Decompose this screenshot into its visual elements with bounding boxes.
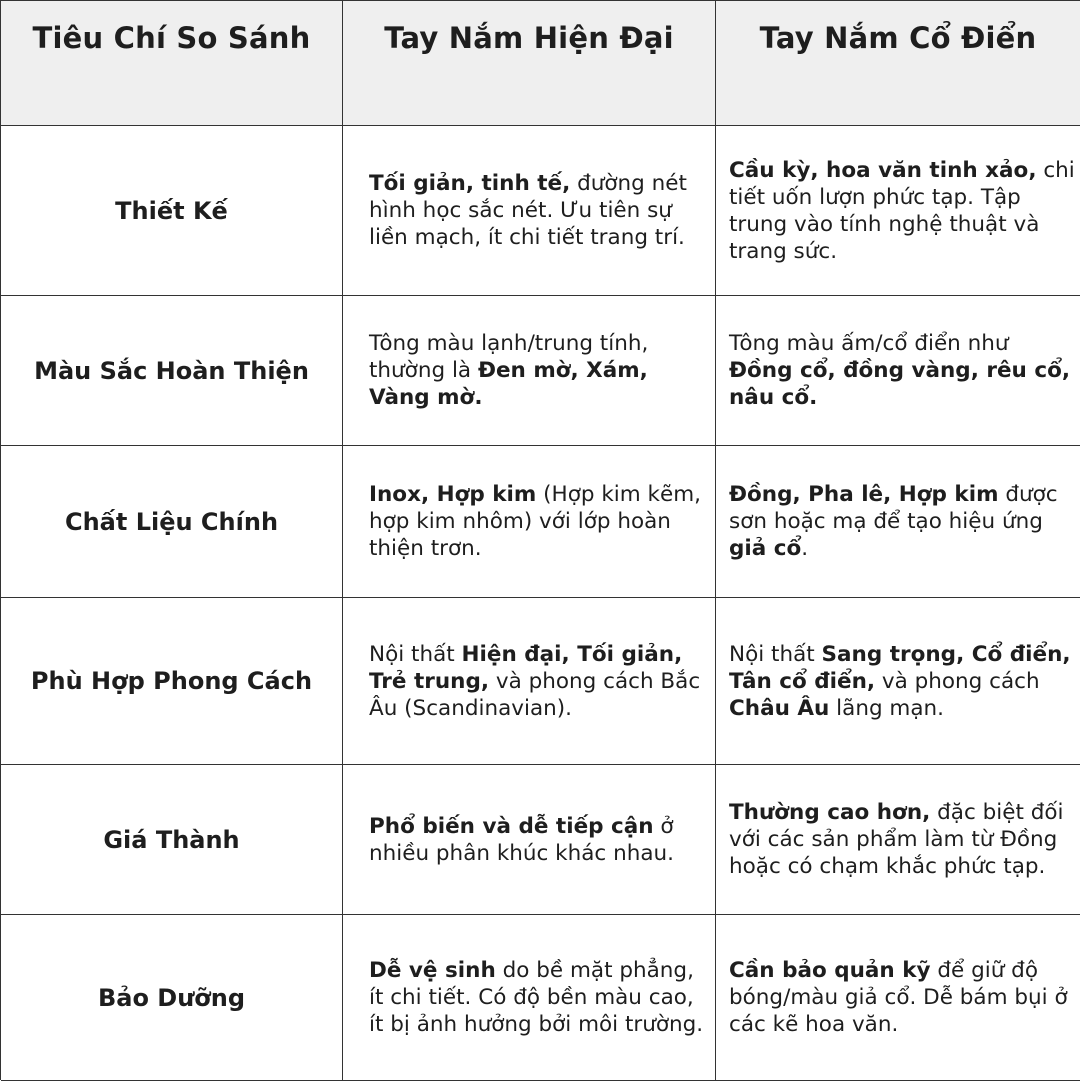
row-criterion-style xyxy=(1,598,343,765)
row-modern-design xyxy=(343,126,716,296)
bold-text-segment: Phổ biến và dễ tiếp cận xyxy=(369,813,654,839)
classic-description xyxy=(729,799,1076,880)
row-criterion-price xyxy=(1,765,343,915)
row-classic-material xyxy=(716,446,1080,598)
text-segment: lãng mạn. xyxy=(829,695,945,721)
bold-text-segment: Thường cao hơn, xyxy=(729,800,931,825)
text-segment: ở nhiều phân khúc khác nhau. xyxy=(369,813,674,866)
header-criteria-label: Tiêu Chí So Sánh xyxy=(32,21,311,55)
classic-description xyxy=(729,641,1076,722)
row-modern-maintenance xyxy=(343,915,716,1081)
text-segment: để giữ độ bóng/màu giả cổ. Dễ bám bụi ở các kẽ hoa văn. xyxy=(729,958,1068,1037)
modern-description xyxy=(369,330,709,411)
text-segment: và phong cách xyxy=(875,668,1040,694)
text-segment: Nội thất xyxy=(729,641,822,667)
header-classic-label: Tay Nắm Cổ Điển xyxy=(759,21,1037,55)
criterion-label: Màu Sắc Hoàn Thiện xyxy=(34,356,309,385)
bold-text-segment: Đồng, Pha lê, Hợp kim xyxy=(729,482,999,507)
row-classic-style xyxy=(716,598,1080,765)
header-criteria xyxy=(1,1,343,126)
row-classic-finish-color xyxy=(716,296,1080,446)
bold-text-segment: Đồng cổ, đồng vàng, rêu cổ, nâu cổ. xyxy=(729,358,1071,410)
text-segment: chi tiết uốn lượn phức tạp. Tập trung vào tính nghệ thuật và trang sức. xyxy=(729,157,1075,264)
bold-text-segment: Tối giản, tinh tế, xyxy=(369,171,571,196)
modern-description xyxy=(369,813,709,867)
bold-text-segment: Inox, Hợp kim xyxy=(369,482,537,507)
classic-description xyxy=(729,481,1076,562)
row-criterion-maintenance xyxy=(1,915,343,1081)
classic-description xyxy=(729,157,1076,265)
modern-description xyxy=(369,957,709,1038)
criterion-label: Thiết Kế xyxy=(115,196,228,225)
criterion-label: Bảo Dưỡng xyxy=(97,983,246,1012)
classic-description xyxy=(729,330,1076,411)
modern-description xyxy=(369,170,709,251)
header-classic xyxy=(716,1,1080,126)
text-segment: Nội thất xyxy=(369,641,462,667)
bold-text-segment: Cầu kỳ, hoa văn tinh xảo, xyxy=(729,157,1037,183)
text-segment: Tông màu lạnh/trung tính, thường là xyxy=(369,331,649,383)
bold-text-segment: Đen mờ, Xám, Vàng mờ. xyxy=(369,358,648,410)
bold-text-segment: Hiện đại, Tối giản, Trẻ trung, xyxy=(369,641,683,694)
criterion-label: Chất Liệu Chính xyxy=(64,507,279,536)
text-segment: đường nét hình học sắc nét. Ưu tiên sự liền mạch, ít chi tiết trang trí. xyxy=(369,171,687,250)
row-classic-price xyxy=(716,765,1080,915)
row-criterion-design xyxy=(1,126,343,296)
bold-text-segment: Dễ vệ sinh xyxy=(369,958,496,983)
text-segment: (Hợp kim kẽm, hợp kim nhôm) với lớp hoàn thiện trơn. xyxy=(369,482,701,561)
row-modern-style xyxy=(343,598,716,765)
text-segment: . xyxy=(801,536,809,561)
row-classic-maintenance xyxy=(716,915,1080,1081)
row-criterion-material xyxy=(1,446,343,598)
classic-description xyxy=(729,957,1076,1038)
header-modern-label: Tay Nắm Hiện Đại xyxy=(384,21,674,55)
row-classic-design xyxy=(716,126,1080,296)
text-segment: Tông màu ấm/cổ điển như xyxy=(729,331,1009,356)
bold-text-segment: Châu Âu xyxy=(729,695,830,721)
text-segment: được sơn hoặc mạ để tạo hiệu ứng xyxy=(729,482,1058,534)
header-modern xyxy=(343,1,716,126)
text-segment: và phong cách Bắc Âu (Scandinavian). xyxy=(369,668,701,721)
text-segment: do bề mặt phẳng, ít chi tiết. Có độ bền màu cao, ít bị ảnh hưởng bởi môi trường. xyxy=(369,958,704,1037)
row-modern-price xyxy=(343,765,716,915)
bold-text-segment: giả cổ xyxy=(729,536,802,561)
criterion-label: Phù Hợp Phong Cách xyxy=(30,667,313,695)
modern-description xyxy=(369,481,709,562)
row-modern-finish-color xyxy=(343,296,716,446)
row-modern-material xyxy=(343,446,716,598)
bold-text-segment: Sang trọng, Cổ điển, Tân cổ điển, xyxy=(729,641,1071,694)
text-segment: đặc biệt đối với các sản phẩm làm từ Đồng hoặc có chạm khắc phức tạp. xyxy=(729,800,1064,879)
bold-text-segment: Cần bảo quản kỹ xyxy=(729,958,931,983)
modern-description xyxy=(369,641,709,722)
criterion-label: Giá Thành xyxy=(103,825,240,854)
row-criterion-finish-color xyxy=(1,296,343,446)
